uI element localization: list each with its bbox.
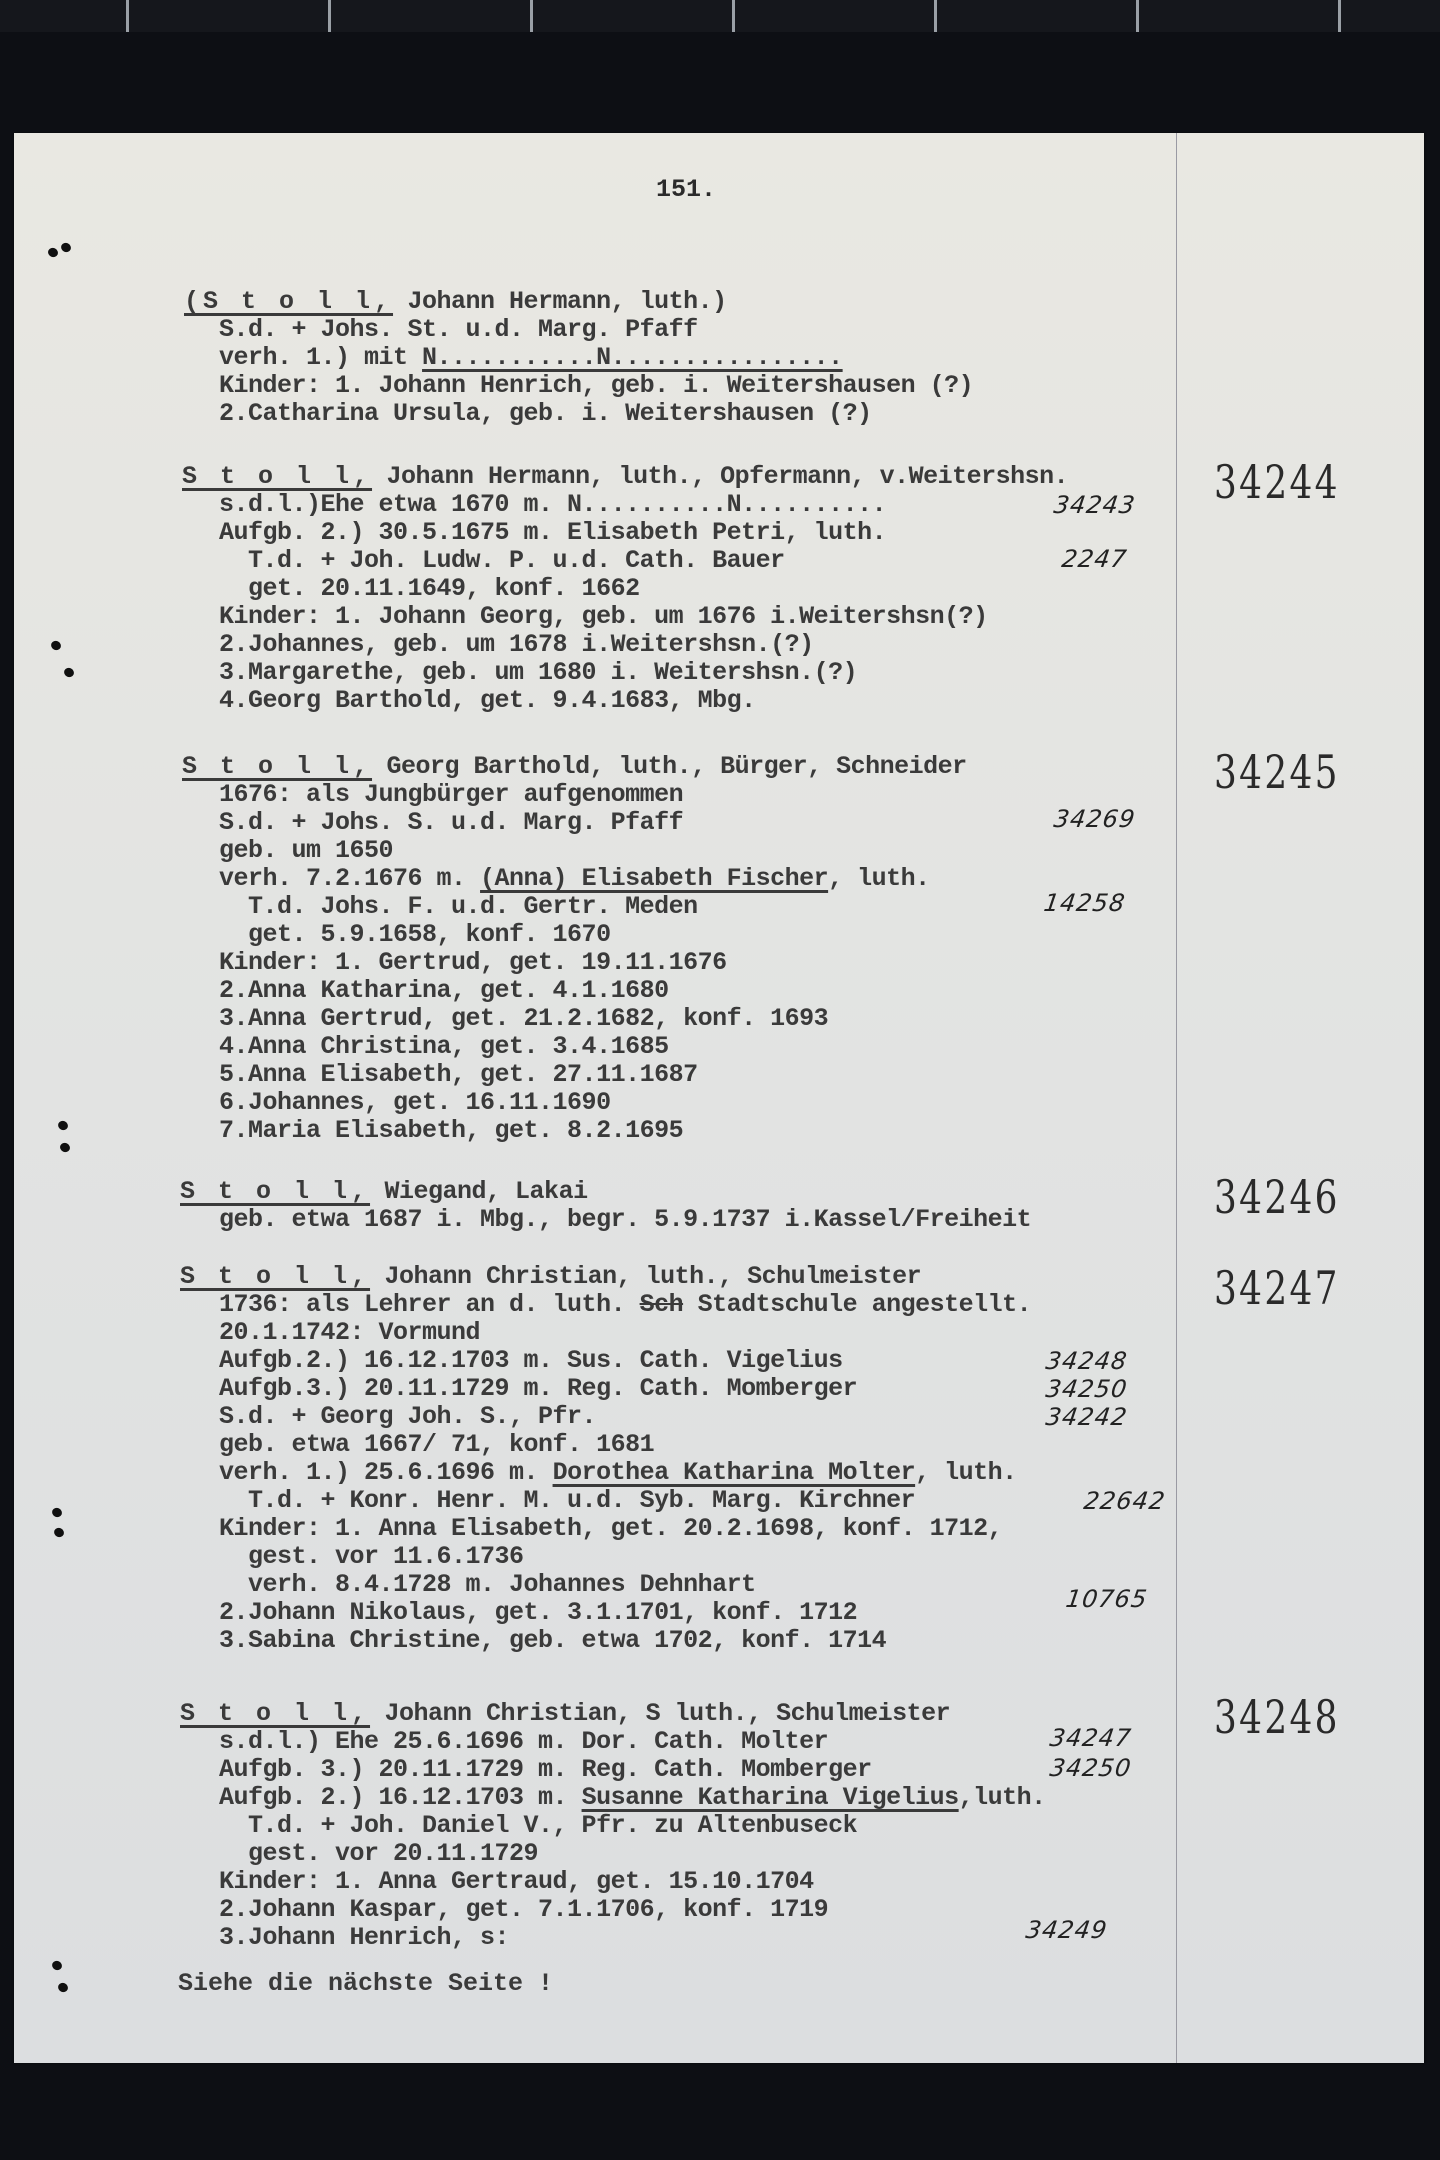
entry-line: 4.Georg Barthold, get. 9.4.1683, Mbg. — [219, 686, 756, 715]
entry-line: 3.Sabina Christine, geb. etwa 1702, konf. 1714 — [219, 1626, 887, 1655]
entry-line: 3.Anna Gertrud, get. 21.2.1682, konf. 1693 — [219, 1004, 829, 1033]
entry-line: 2.Johann Nikolaus, get. 3.1.1701, konf. 1712 — [219, 1598, 858, 1627]
scanner-background-top — [0, 0, 1440, 32]
punch-hole-icon — [51, 1959, 64, 1971]
given-names: Georg Barthold, luth., Bürger, Schneider — [372, 752, 967, 781]
entry-line: s.d.l.) Ehe 25.6.1696 m. Dor. Cath. Molter — [219, 1727, 829, 1756]
entry-line: 2.Catharina Ursula, geb. i. Weitershausen (?) — [219, 399, 872, 428]
entry-line: 2.Johann Kaspar, get. 7.1.1706, konf. 1719 — [219, 1895, 829, 1924]
surname: S t o l l, — [182, 462, 373, 491]
entry-line: 6.Johannes, get. 16.11.1690 — [219, 1088, 611, 1117]
entry-line: S.d. + Johs. St. u.d. Marg. Pfaff — [219, 315, 698, 344]
entry-line: 4.Anna Christina, get. 3.4.1685 — [219, 1032, 669, 1061]
entry-line: geb. etwa 1687 i. Mbg., begr. 5.9.1737 i.Kassel/Freiheit — [219, 1205, 1032, 1234]
entry-line: 7.Maria Elisabeth, get. 8.2.1695 — [219, 1116, 684, 1145]
handwritten-note: 10765 — [1064, 1585, 1150, 1613]
given-names: Johann Hermann, luth.) — [393, 287, 727, 316]
entry-line: get. 5.9.1658, konf. 1670 — [219, 920, 611, 949]
handwritten-note: 34242 — [1044, 1403, 1130, 1431]
entry-heading — [180, 1263, 921, 1291]
punch-hole-icon — [59, 1141, 72, 1153]
reference-number: 34246 — [1214, 1170, 1340, 1224]
punch-hole-icon — [47, 246, 60, 258]
entry-line: verh. 1.) mit N...........N................ — [219, 343, 843, 372]
entry-line: Aufgb.3.) 20.11.1729 m. Reg. Cath. Momberger — [219, 1374, 858, 1403]
entry-line: Aufgb. 2.) 16.12.1703 m. Susanne Katharina Vigelius,luth. — [219, 1783, 1046, 1812]
entry-line: verh. 8.4.1728 m. Johannes Dehnhart — [219, 1570, 756, 1599]
handwritten-note: 34269 — [1052, 805, 1138, 833]
entry-line: T.d. + Joh. Ludw. P. u.d. Cath. Bauer — [219, 546, 785, 575]
reference-number: 34248 — [1214, 1690, 1340, 1744]
entry-line: s.d.l.)Ehe etwa 1670 m. N..........N.......... — [219, 490, 887, 519]
entry-line: 1736: als Lehrer an d. luth. Sch Stadtschule angestellt. — [219, 1290, 1032, 1319]
handwritten-note: 22642 — [1082, 1487, 1168, 1515]
scanner-tick — [126, 0, 129, 32]
entry-heading — [180, 1700, 950, 1728]
punch-hole-icon — [60, 241, 73, 253]
given-names: Johann Hermann, luth., Opfermann, v.Weitershsn. — [372, 462, 1069, 491]
handwritten-note: 34250 — [1048, 1754, 1134, 1782]
punch-hole-icon — [51, 1506, 64, 1518]
entry-line: 1676: als Jungbürger aufgenommen — [219, 780, 684, 809]
entry-line: Kinder: 1. Johann Georg, geb. um 1676 i.Weitershsn(?) — [219, 602, 988, 631]
entry-line: Aufgb. 3.) 20.11.1729 m. Reg. Cath. Momberger — [219, 1755, 872, 1784]
entry-line: T.d. Johs. F. u.d. Gertr. Meden — [219, 892, 698, 921]
entry-line: verh. 7.2.1676 m. (Anna) Elisabeth Fischer, luth. — [219, 864, 930, 893]
entry-line: get. 20.11.1649, konf. 1662 — [219, 574, 640, 603]
entry-line: 2.Johannes, geb. um 1678 i.Weitershsn.(?) — [219, 630, 814, 659]
punch-hole-icon — [50, 639, 63, 651]
entry-line: Aufgb. 2.) 30.5.1675 m. Elisabeth Petri, luth. — [219, 518, 887, 547]
document-page — [14, 133, 1424, 2063]
reference-number: 34247 — [1214, 1261, 1340, 1315]
given-names: Johann Christian, S luth., Schulmeister — [370, 1699, 951, 1728]
surname: S t o l l, — [182, 752, 373, 781]
punch-hole-icon — [53, 1526, 66, 1538]
entry-line: geb. etwa 1667/ 71, konf. 1681 — [219, 1430, 655, 1459]
entry-line: 3.Margarethe, geb. um 1680 i. Weitershsn.(?) — [219, 658, 858, 687]
entry-line: Aufgb.2.) 16.12.1703 m. Sus. Cath. Vigelius — [219, 1346, 843, 1375]
handwritten-note: 14258 — [1042, 889, 1128, 917]
handwritten-note: 34250 — [1044, 1375, 1130, 1403]
entry-heading — [180, 1178, 588, 1206]
entry-line: 2.Anna Katharina, get. 4.1.1680 — [219, 976, 669, 1005]
surname: S t o l l, — [180, 1177, 371, 1206]
scanner-tick — [328, 0, 331, 32]
margin-rule — [1176, 133, 1177, 2063]
entry-heading — [182, 463, 1068, 491]
punch-hole-icon — [63, 666, 76, 678]
entry-heading — [182, 753, 967, 781]
entry-line: S.d. + Georg Joh. S., Pfr. — [219, 1402, 597, 1431]
surname: (S t o l l, — [184, 287, 394, 316]
surname: S t o l l, — [180, 1699, 371, 1728]
entry-line: geb. um 1650 — [219, 836, 394, 865]
entry-line: Kinder: 1. Gertrud, get. 19.11.1676 — [219, 948, 727, 977]
given-names: Johann Christian, luth., Schulmeister — [370, 1262, 922, 1291]
entry-line: Kinder: 1. Anna Elisabeth, get. 20.2.1698, konf. 1712, — [219, 1514, 1003, 1543]
reference-number: 34244 — [1214, 455, 1340, 509]
entry-line: S.d. + Johs. S. u.d. Marg. Pfaff — [219, 808, 684, 837]
entry-heading — [184, 288, 727, 316]
entry-line: T.d. + Konr. Henr. M. u.d. Syb. Marg. Kirchner — [219, 1486, 916, 1515]
entry-line: gest. vor 11.6.1736 — [219, 1542, 524, 1571]
scanner-tick — [1136, 0, 1139, 32]
handwritten-note: 2247 — [1060, 545, 1130, 573]
scanner-tick — [1338, 0, 1341, 32]
scanner-tick — [732, 0, 735, 32]
surname: S t o l l, — [180, 1262, 371, 1291]
continued-note: Siehe die nächste Seite ! — [178, 1969, 554, 1998]
handwritten-note: 34247 — [1048, 1724, 1134, 1752]
scanner-tick — [530, 0, 533, 32]
page-number: 151. — [656, 175, 717, 204]
entry-line: Kinder: 1. Johann Henrich, geb. i. Weitershausen (?) — [219, 371, 974, 400]
punch-hole-icon — [57, 1119, 70, 1131]
entry-line: 3.Johann Henrich, s: — [219, 1923, 510, 1952]
entry-line: Kinder: 1. Anna Gertraud, get. 15.10.1704 — [219, 1867, 814, 1896]
scanner-tick — [934, 0, 937, 32]
handwritten-note: 34243 — [1052, 491, 1138, 519]
punch-hole-icon — [57, 1981, 70, 1993]
given-names: Wiegand, Lakai — [370, 1177, 588, 1206]
entry-line: verh. 1.) 25.6.1696 m. Dorothea Katharina Molter, luth. — [219, 1458, 1017, 1487]
entry-line: gest. vor 20.11.1729 — [219, 1839, 539, 1868]
entry-line: 5.Anna Elisabeth, get. 27.11.1687 — [219, 1060, 698, 1089]
entry-line: 20.1.1742: Vormund — [219, 1318, 481, 1347]
entry-line: T.d. + Joh. Daniel V., Pfr. zu Altenbuseck — [219, 1811, 858, 1840]
handwritten-note: 34248 — [1044, 1347, 1130, 1375]
reference-number: 34245 — [1214, 745, 1340, 799]
handwritten-note: 34249 — [1024, 1916, 1110, 1944]
